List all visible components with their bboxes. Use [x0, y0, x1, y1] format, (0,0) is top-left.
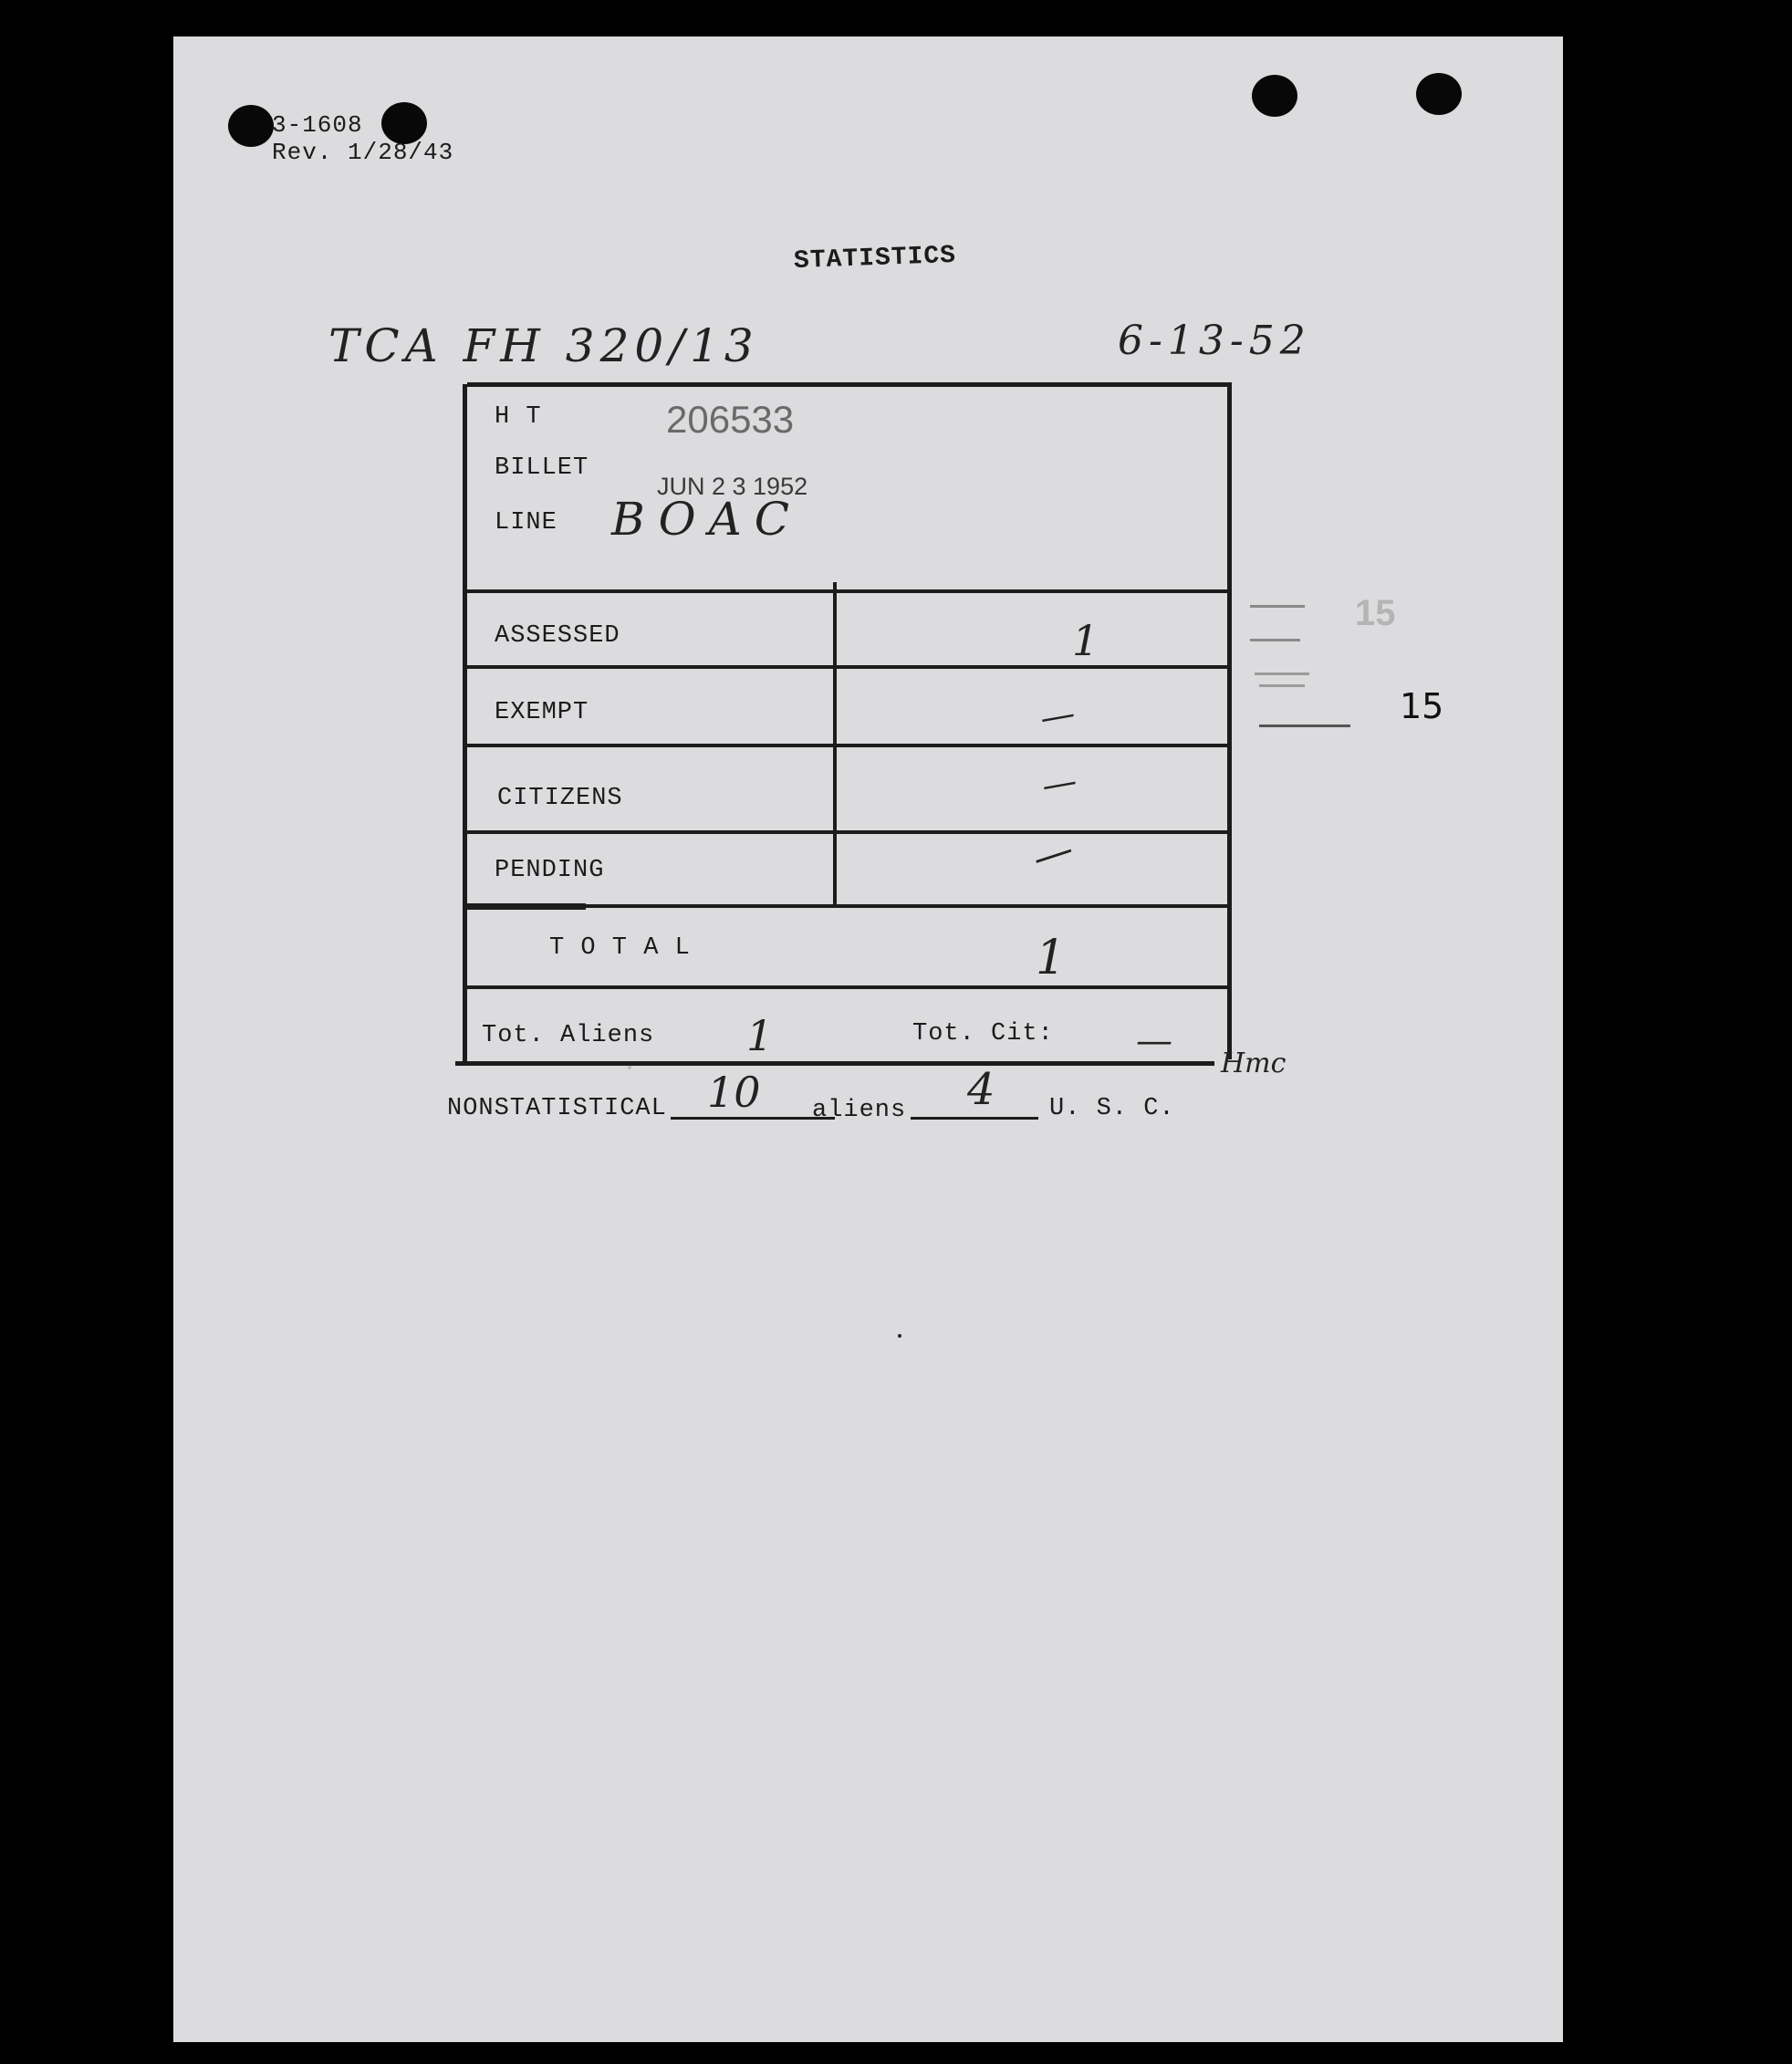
aliens-label: aliens — [812, 1097, 907, 1124]
handwritten-date: 6-13-52 — [1118, 318, 1311, 364]
serial-stamp: 206533 — [666, 398, 795, 441]
column-divider — [833, 582, 837, 906]
faint-mark-4 — [1259, 684, 1305, 687]
exempt-label: EXEMPT — [495, 699, 589, 726]
assessed-label: ASSESSED — [495, 622, 620, 650]
assessed-value: 1 — [1072, 616, 1099, 665]
form-number: 3-1608 — [272, 111, 363, 139]
table-border-top — [467, 382, 1232, 387]
citizens-value: — — [1038, 760, 1080, 806]
speck — [898, 1334, 901, 1338]
tot-aliens-label: Tot. Aliens — [482, 1022, 655, 1049]
row-line-4 — [465, 830, 1230, 834]
total-value: 1 — [1036, 931, 1067, 985]
billet-label: BILLET — [495, 454, 589, 482]
faint-mark-2 — [1250, 639, 1300, 641]
punch-hole-right-2 — [1416, 73, 1462, 115]
form-revision: Rev. 1/28/43 — [272, 139, 454, 166]
nonstatistical-label: NONSTATISTICAL — [447, 1095, 667, 1122]
row-line-1 — [465, 589, 1230, 593]
row-line-6 — [465, 985, 1230, 989]
table-border-left — [463, 384, 467, 1066]
table-border-bottom — [455, 1061, 1214, 1066]
row-line-2 — [465, 665, 1230, 669]
line-value: BOAC — [611, 493, 803, 546]
nonstatistical-underline-1 — [671, 1117, 835, 1120]
tot-cit-label: Tot. Cit: — [912, 1020, 1054, 1048]
tot-aliens-value: 1 — [746, 1011, 774, 1060]
document-page — [173, 36, 1563, 2042]
nonstatistical-underline-2 — [911, 1117, 1038, 1120]
nonstatistical-usc-value: 4 — [967, 1064, 995, 1115]
ht-label: H T — [495, 403, 542, 431]
punch-hole-right-1 — [1252, 75, 1297, 117]
total-label: T O T A L — [549, 934, 691, 962]
margin-page-number: 15 — [1400, 686, 1444, 726]
dash-mark — [1259, 724, 1350, 727]
punch-hole-left — [228, 105, 274, 147]
line-label: LINE — [495, 509, 557, 537]
date-stamp: JUN 2 3 1952 — [657, 473, 808, 500]
nonstatistical-aliens-value: 10 — [707, 1068, 761, 1117]
usc-label: U. S. C. — [1049, 1095, 1175, 1122]
faint-mark-3 — [1255, 672, 1309, 675]
citizens-label: CITIZENS — [497, 785, 623, 812]
faint-margin-number: 15 — [1355, 593, 1396, 633]
faint-mark-1 — [1250, 605, 1305, 608]
table-border-right — [1227, 384, 1232, 1059]
pending-value: — — [1026, 825, 1079, 882]
form-title: STATISTICS — [793, 241, 957, 276]
handwritten-reference: TCA FH 320/13 — [328, 319, 759, 372]
row-line-5-thick — [467, 903, 586, 910]
handwritten-initials: Hmc — [1221, 1048, 1287, 1079]
exempt-value: — — [1037, 693, 1078, 738]
tot-cit-value: — — [1136, 1020, 1172, 1062]
speck — [628, 1066, 631, 1069]
row-line-3 — [465, 744, 1230, 747]
pending-label: PENDING — [495, 857, 605, 884]
